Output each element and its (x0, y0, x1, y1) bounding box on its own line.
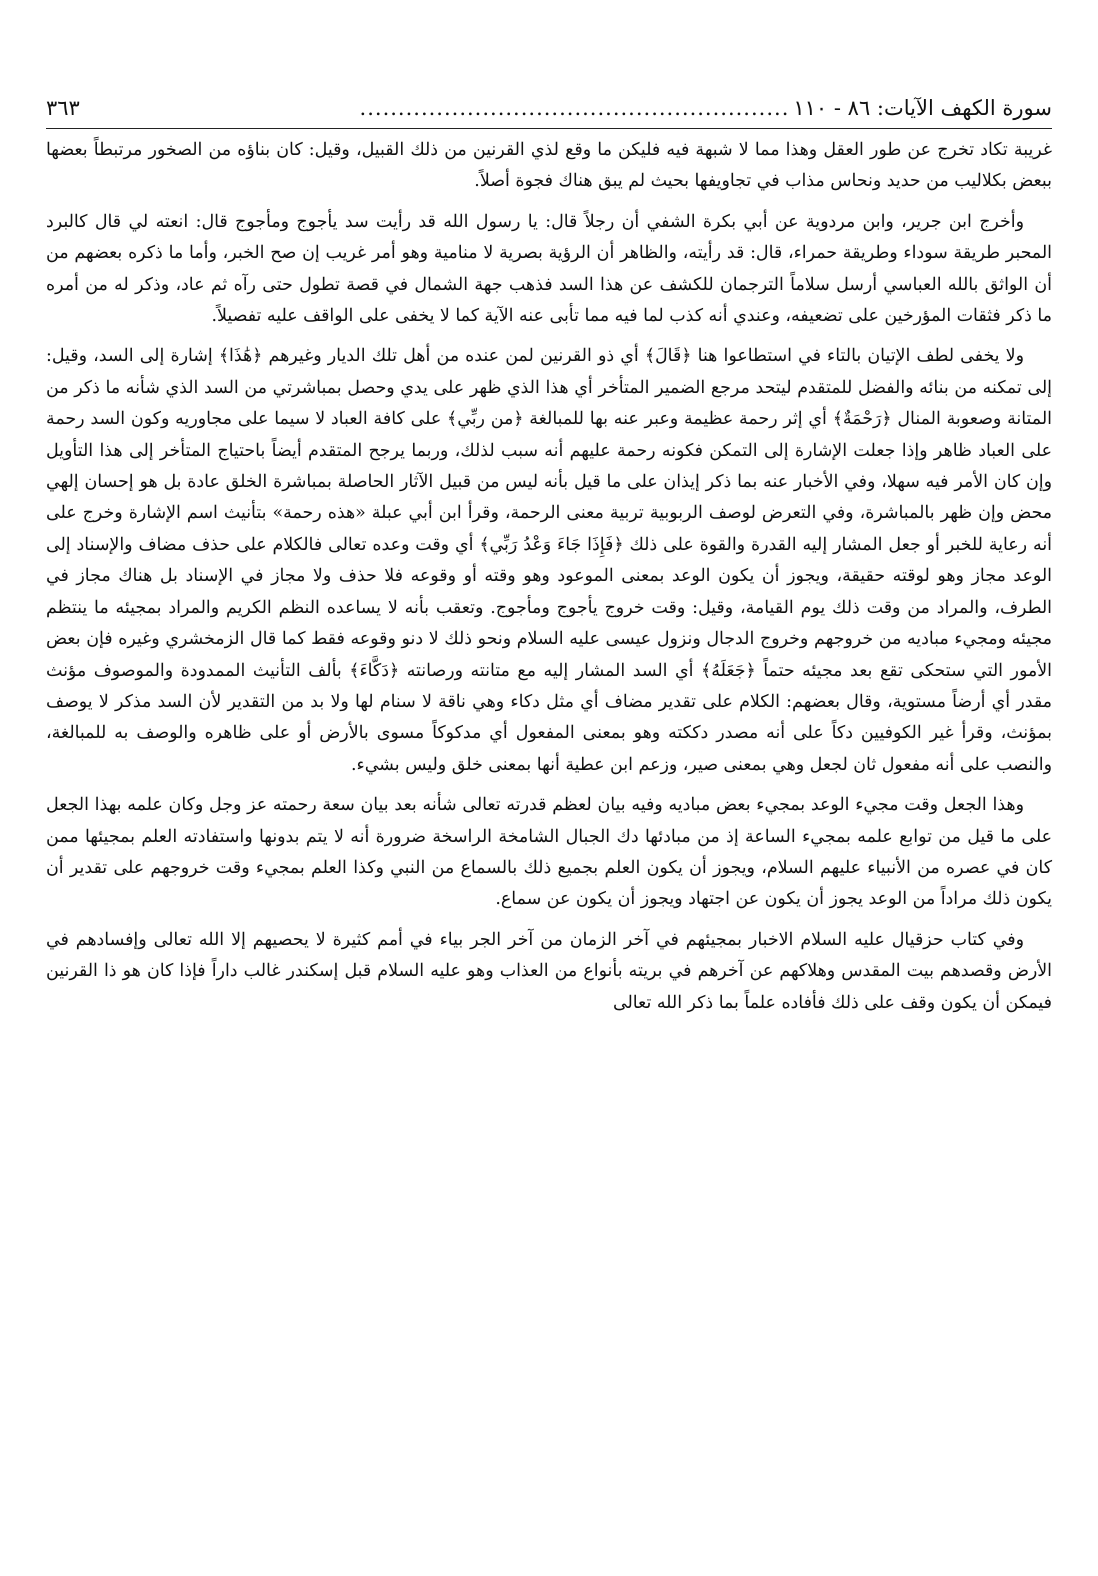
running-header (46, 92, 1052, 126)
paragraph-4: وهذا الجعل وقت مجيء الوعد بمجيء بعض مباديه وفيه بيان لعظم قدرته تعالى شأنه بعد بيان سعة رحمته عز وجل وكان علمه بهذا الجعل على ما قيل من توابع علمه بمجيء الساعة إذ من مبادئها دك الجبال الشامخة الراسخة ضرورة أنه لا يتم بدونها واستفادته العلم بمجيئها ممن كان في عصره من الأنبياء عليهم السلام، ويجوز أن يكون العلم بجميع ذلك بالسماع من النبي وكذا العلم بمجيء وقت خروجهم على تقدير أن يكون ذلك مراداً من الوعد يجوز أن يكون عن اجتهاد ويجوز أن يكون عن سماع. (46, 795, 1052, 910)
dot-leader: ........................................................ (359, 96, 790, 120)
body-text (46, 135, 1052, 1019)
paragraph-2: وأخرج ابن جرير، وابن مردوية عن أبي بكرة الشفي أن رجلاً قال: يا رسول الله قد رأيت سد يأجوج ومأجوج قال: انعته لي قال كالبرد المحبر طريقة سوداء وطريقة حمراء، قال: قد رأيته، والظاهر أن الرؤية بصرية لا منامية وهو أمر غريب إن صح الخبر، وأما ما ذكره بعضهم من أن الواثق بالله العباسي أرسل سلاماً الترجمان للكشف عن هذا السد فذهب جهة الشمال في قصة تطول حتى رآه ثم عاد، وذكر له من أمره ما ذكر فثقات المؤرخين على تضعيفه، وعندي أنه كذب لما فيه مما تأبى عنه الآية كما لا يخفى على الواقف عليه تفصيلاً. (46, 211, 1052, 327)
paragraph-1: غريبة تكاد تخرج عن طور العقل وهذا مما لا شبهة فيه فليكن ما وقع لذي القرنين من ذلك القبيل، وقيل: كان بناؤه من الصخور مرتبطاً بعضها ببعض بكلاليب من حديد ونحاس مذاب في تجاويفها بحيث لم يبق هناك فجوة أصلاً. (46, 140, 1052, 192)
surah-title: سورة الكهف الآيات: ٨٦ - ١١٠ (793, 96, 1052, 120)
header-rule (46, 128, 1052, 129)
paragraph-5: وفي كتاب حزقيال عليه السلام الاخبار بمجيئهم في آخر الزمان من آخر الجر بياء في أمم كثيرة لا يحصيهم إلا الله تعالى وإفسادهم في الأرض وقصدهم بيت المقدس وهلاكهم عن آخرهم في بريته بأنواع من العذاب وهو عليه السلام قبل إسكندر غالب داراً فإذا كان هو ذا القرنين فيمكن أن يكون وقف على ذلك فأفاده علماً بما ذكر الله تعالى (46, 929, 1052, 1013)
page-number: ٣٦٣ (46, 96, 80, 120)
paragraph-3: ولا يخفى لطف الإتيان بالتاء في استطاعوا هنا ﴿قَالَ﴾ أي ذو القرنين لمن عنده من أهل تلك الديار وغيرهم ﴿هَٰذَا﴾ إشارة إلى السد، وقيل: إلى تمكنه من بنائه والفضل للمتقدم ليتحد مرجع الضمير المتأخر أي هذا الذي ظهر على يدي وحصل بمباشرتي من السد الذي شأنه ما ذكر من المتانة وصعوبة المنال ﴿رَحْمَةٌ﴾ أي إثر رحمة عظيمة وعبر عنه بها للمبالغة ﴿من ربِّي﴾ على كافة العباد لا سيما على مجاوريه وكون السد رحمة على العباد ظاهر وإذا جعلت الإشارة إلى التمكن فكونه رحمة عليهم أنه سبب لذلك، وربما يرجح المتقدم أيضاً باحتياج المتأخر إلى هذا التأويل وإن كان الأمر فيه سهلا، وفي الأخبار عنه بما ذكر إيذان على ما قيل بأنه ليس من قبيل الآثار الحاصلة بمباشرة الخلق عادة بل هو إحسان إلهي محض وإن ظهر بالمباشرة، وفي التعرض لوصف الربوبية تربية معنى الرحمة، وقرأ ابن أبي عبلة «هذه رحمة» بتأنيث اسم الإشارة وخرج على أنه رعاية للخبر أو جعل المشار إليه القدرة والقوة على ذلك ﴿فَإِذَا جَاءَ وَعْدُ رَبِّي﴾ أي وقت وعده تعالى فالكلام على حذف مضاف والإسناد إلى الوعد مجاز وهو لوقته حقيقة، ويجوز أن يكون الوعد بمعنى الموعود وهو وقته أو وقوعه فلا حذف ولا مجاز في الإسناد بل هناك مجاز في الطرف، والمراد من وقت ذلك يوم القيامة، وقيل: وقت خروج يأجوج ومأجوج. وتعقب بأنه لا يساعده النظم الكريم والمراد بمجيئه ما ينتظم مجيئه ومجيء مباديه من خروجهم وخروج الدجال ونزول عيسى عليه السلام ونحو ذلك لا دنو وقوعه فقط كما قال الزمخشري وغيره فإن بعض الأمور التي ستحكى تقع بعد مجيئه حتماً ﴿جَعَلَهُ﴾ أي السد المشار إليه مع متانته ورصانته ﴿دَكَّاءَ﴾ بألف التأنيث الممدودة والموصوف مؤنث مقدر أي أرضاً مستوية، وقال بعضهم: الكلام على تقدير مضاف أي مثل دكاء وهي ناقة لا سنام لها ولا بد من التقدير لأن السد مذكر لا يوصف بمؤنث، وقرأ غير الكوفيين دكاً على أنه مصدر دككته وهو بمعنى المفعول أي مدكوكاً مسوى بالأرض أو على ظاهره والوصف به للمبالغة، والنصب على أنه مفعول ثان لجعل وهي بمعنى صير، وزعم ابن عطية أنها بمعنى خلق وليس بشيء. (46, 346, 1052, 775)
